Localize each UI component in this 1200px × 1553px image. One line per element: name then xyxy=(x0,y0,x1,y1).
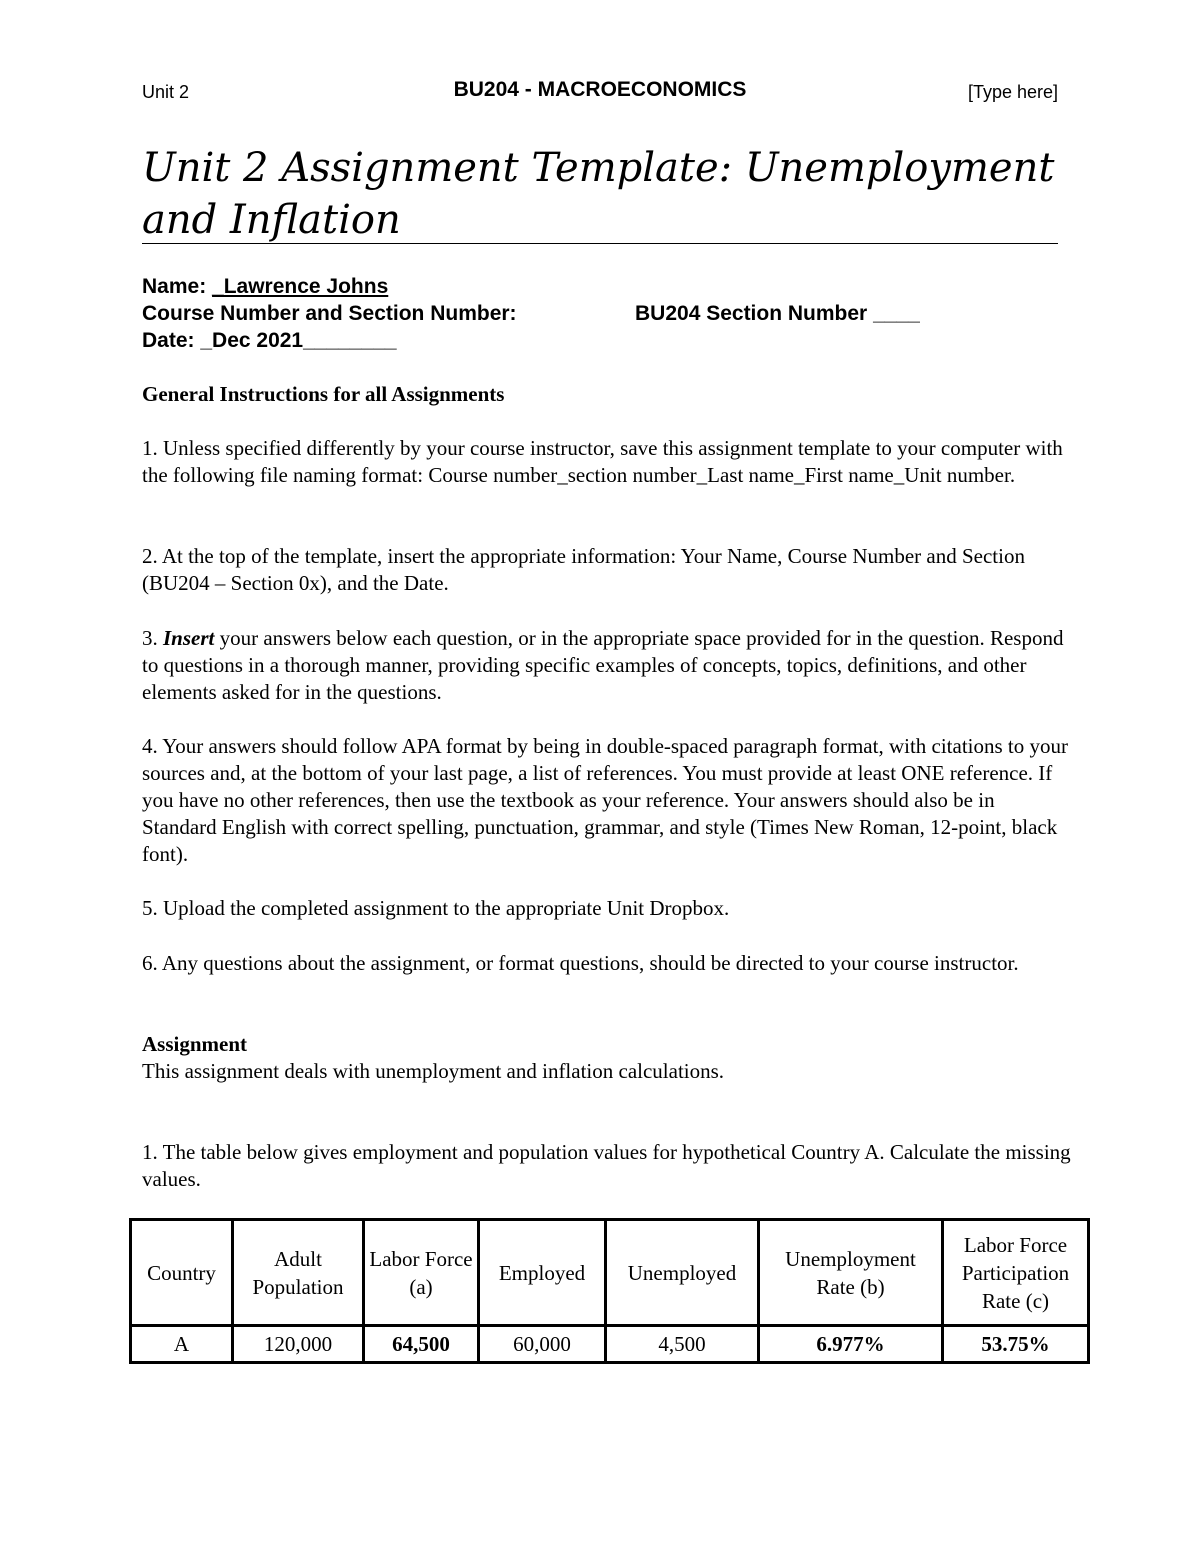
document-title: Unit 2 Assignment Template: Unemployment and Inflation xyxy=(142,145,1055,243)
title-divider xyxy=(142,243,1058,244)
assignment-heading: Assignment xyxy=(142,1032,248,1056)
course-label: Course Number and Section Number: xyxy=(142,302,517,325)
table-header-row xyxy=(131,1220,1089,1326)
instruction-1: 1. Unless specified differently by your course instructor, save this assignment template to your computer with the following file naming format: Course number_section number_Last name_First name_Unit number. xyxy=(142,436,1063,487)
table-row xyxy=(131,1326,1089,1363)
instruction-3-emphasis: Insert xyxy=(163,626,215,650)
course-value[interactable]: BU204 Section Number ____ xyxy=(635,302,920,325)
name-line xyxy=(142,275,388,299)
instruction-5: 5. Upload the completed assignment to the appropriate Unit Dropbox. xyxy=(142,896,730,920)
table-header-cell: Labor Force (a) xyxy=(364,1220,479,1326)
instruction-6: 6. Any questions about the assignment, or format questions, should be directed to your course instructor. xyxy=(142,951,1019,975)
header-unit: Unit 2 xyxy=(142,82,190,102)
table-header-cell: Country xyxy=(131,1220,233,1326)
table-cell-participation-rate[interactable]: 53.75% xyxy=(943,1326,1089,1363)
table-cell-unemployed: 4,500 xyxy=(606,1326,759,1363)
table-cell-labor-force[interactable]: 64,500 xyxy=(364,1326,479,1363)
employment-table xyxy=(129,1218,1090,1364)
instruction-3-number: 3. xyxy=(142,626,163,650)
table-header-cell: Employed xyxy=(479,1220,606,1326)
date-label: Date: xyxy=(142,329,201,352)
table-cell-country: A xyxy=(131,1326,233,1363)
table-header-cell: Adult Population xyxy=(233,1220,364,1326)
table-cell-unemployment-rate[interactable]: 6.977% xyxy=(759,1326,943,1363)
date-value[interactable]: _Dec 2021________ xyxy=(200,329,397,352)
date-line xyxy=(142,329,397,353)
table-cell-employed: 60,000 xyxy=(479,1326,606,1363)
instruction-3 xyxy=(142,625,1072,706)
table-header-cell: Unemployment Rate (b) xyxy=(759,1220,943,1326)
name-label: Name: xyxy=(142,275,213,298)
question-1: 1. The table below gives employment and population values for hypothetical Country A. Calculate the missing values. xyxy=(142,1140,1071,1191)
table-header-cell: Labor Force Participation Rate (c) xyxy=(943,1220,1089,1326)
table-header-cell: Unemployed xyxy=(606,1220,759,1326)
header-course-title: BU204 - MACROECONOMICS xyxy=(453,78,747,101)
assignment-intro: This assignment deals with unemployment and inflation calculations. xyxy=(142,1059,725,1083)
name-value[interactable]: _Lawrence Johns xyxy=(212,275,389,298)
instruction-4: 4. Your answers should follow APA format by being in double-spaced paragraph format, with citations to your sources and, at the bottom of your last page, a list of references. You must provide at least ONE reference. If you have no other references, then use the textbook as your reference. Your answers should also be in Standard English with correct spelling, punctuation, grammar, and style (Times New Roman, 12-point, black font). xyxy=(142,734,1069,866)
instruction-2: 2. At the top of the template, insert the appropriate information: Your Name, Course Number and Section (BU204 – Section 0x), and the Date. xyxy=(142,544,1025,595)
instruction-3-text: your answers below each question, or in the appropriate space provided for in the question. Respond to questions in a thorough manner, providing specific examples of concepts, topics, definitions, and other elements asked for in the questions. xyxy=(142,626,1064,704)
header-placeholder[interactable]: [Type here] xyxy=(967,82,1058,102)
instructions-heading: General Instructions for all Assignments xyxy=(142,382,505,406)
table-cell-adult-population: 120,000 xyxy=(233,1326,364,1363)
